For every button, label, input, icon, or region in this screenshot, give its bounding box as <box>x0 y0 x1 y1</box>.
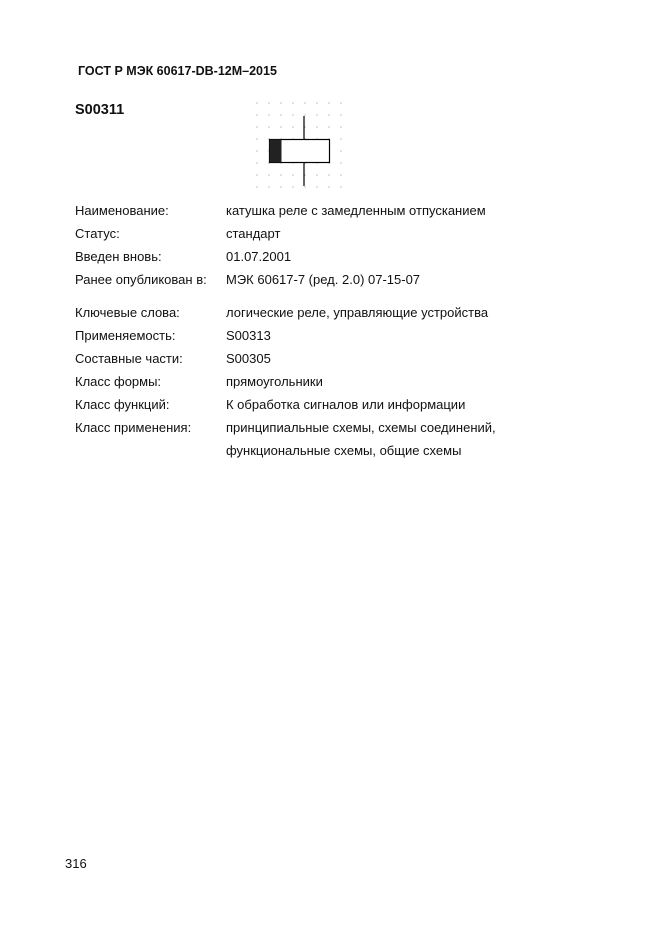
grid-dot <box>256 138 257 139</box>
grid-dot <box>280 114 281 115</box>
grid-dot <box>292 102 293 103</box>
field-value: принципиальные схемы, схемы соединений, <box>226 420 496 435</box>
field-label: Введен вновь: <box>75 249 162 264</box>
grid-dot <box>340 126 341 127</box>
grid-dot <box>316 102 317 103</box>
grid-dot <box>304 186 305 187</box>
grid-dot <box>280 186 281 187</box>
field-label: Наименование: <box>75 203 169 218</box>
grid-dot <box>268 174 269 175</box>
field-value: прямоугольники <box>226 374 323 389</box>
field-label: Класс формы: <box>75 374 162 389</box>
grid-dot <box>256 150 257 151</box>
field-value: МЭК 60617-7 (ред. 2.0) 07-15-07 <box>226 272 421 287</box>
field-label: Ключевые слова: <box>75 305 180 320</box>
grid-dot <box>340 162 341 163</box>
grid-dot <box>256 174 257 175</box>
grid-dot <box>316 126 317 127</box>
grid-dot <box>256 102 257 103</box>
field-value: S00313 <box>226 328 271 343</box>
field-label: Класс функций: <box>75 397 170 412</box>
grid-dot <box>316 114 317 115</box>
field-label: Класс применения: <box>75 420 192 435</box>
field-label: Статус: <box>75 226 120 241</box>
grid-dot <box>304 102 305 103</box>
grid-dot <box>268 186 269 187</box>
field-label: Составные части: <box>75 351 183 366</box>
grid-dot <box>304 114 305 115</box>
grid-dot <box>292 126 293 127</box>
grid-dot <box>292 186 293 187</box>
slow-release-fill <box>270 140 282 163</box>
grid-dot <box>280 102 281 103</box>
field-value: 01.07.2001 <box>226 249 292 264</box>
field-value: стандарт <box>226 226 281 241</box>
field-label: Применяемость: <box>75 328 176 343</box>
field-value: катушка реле с замедленным отпусканием <box>226 203 486 218</box>
grid-dot <box>340 114 341 115</box>
document-header: ГОСТ Р МЭК 60617-DB-12M–2015 <box>78 64 277 78</box>
grid-dot <box>280 126 281 127</box>
grid-dot <box>280 174 281 175</box>
grid-dot <box>256 162 257 163</box>
grid-dot <box>316 186 317 187</box>
relay-coil-symbol <box>254 100 346 196</box>
field-value: функциональные схемы, общие схемы <box>226 443 462 458</box>
grid-dot <box>292 174 293 175</box>
field-label: Ранее опубликован в: <box>75 272 207 287</box>
grid-dot <box>268 114 269 115</box>
grid-dot <box>340 138 341 139</box>
grid-dot <box>328 126 329 127</box>
page-number: 316 <box>65 856 87 871</box>
field-value: S00305 <box>226 351 271 366</box>
field-value: логические реле, управляющие устройства <box>226 305 489 320</box>
grid-dot <box>256 126 257 127</box>
grid-dot <box>340 186 341 187</box>
grid-dot <box>328 102 329 103</box>
grid-dot <box>256 114 257 115</box>
grid-dot <box>292 114 293 115</box>
symbol-code: S00311 <box>75 102 125 118</box>
grid-dot <box>340 174 341 175</box>
grid-dot <box>340 150 341 151</box>
grid-dot <box>316 174 317 175</box>
grid-dot <box>268 102 269 103</box>
grid-dot <box>268 126 269 127</box>
field-value: К обработка сигналов или информации <box>226 397 466 412</box>
grid-dot <box>256 186 257 187</box>
grid-dot <box>328 186 329 187</box>
grid-dot <box>328 114 329 115</box>
grid-dot <box>328 174 329 175</box>
grid-dot <box>340 102 341 103</box>
